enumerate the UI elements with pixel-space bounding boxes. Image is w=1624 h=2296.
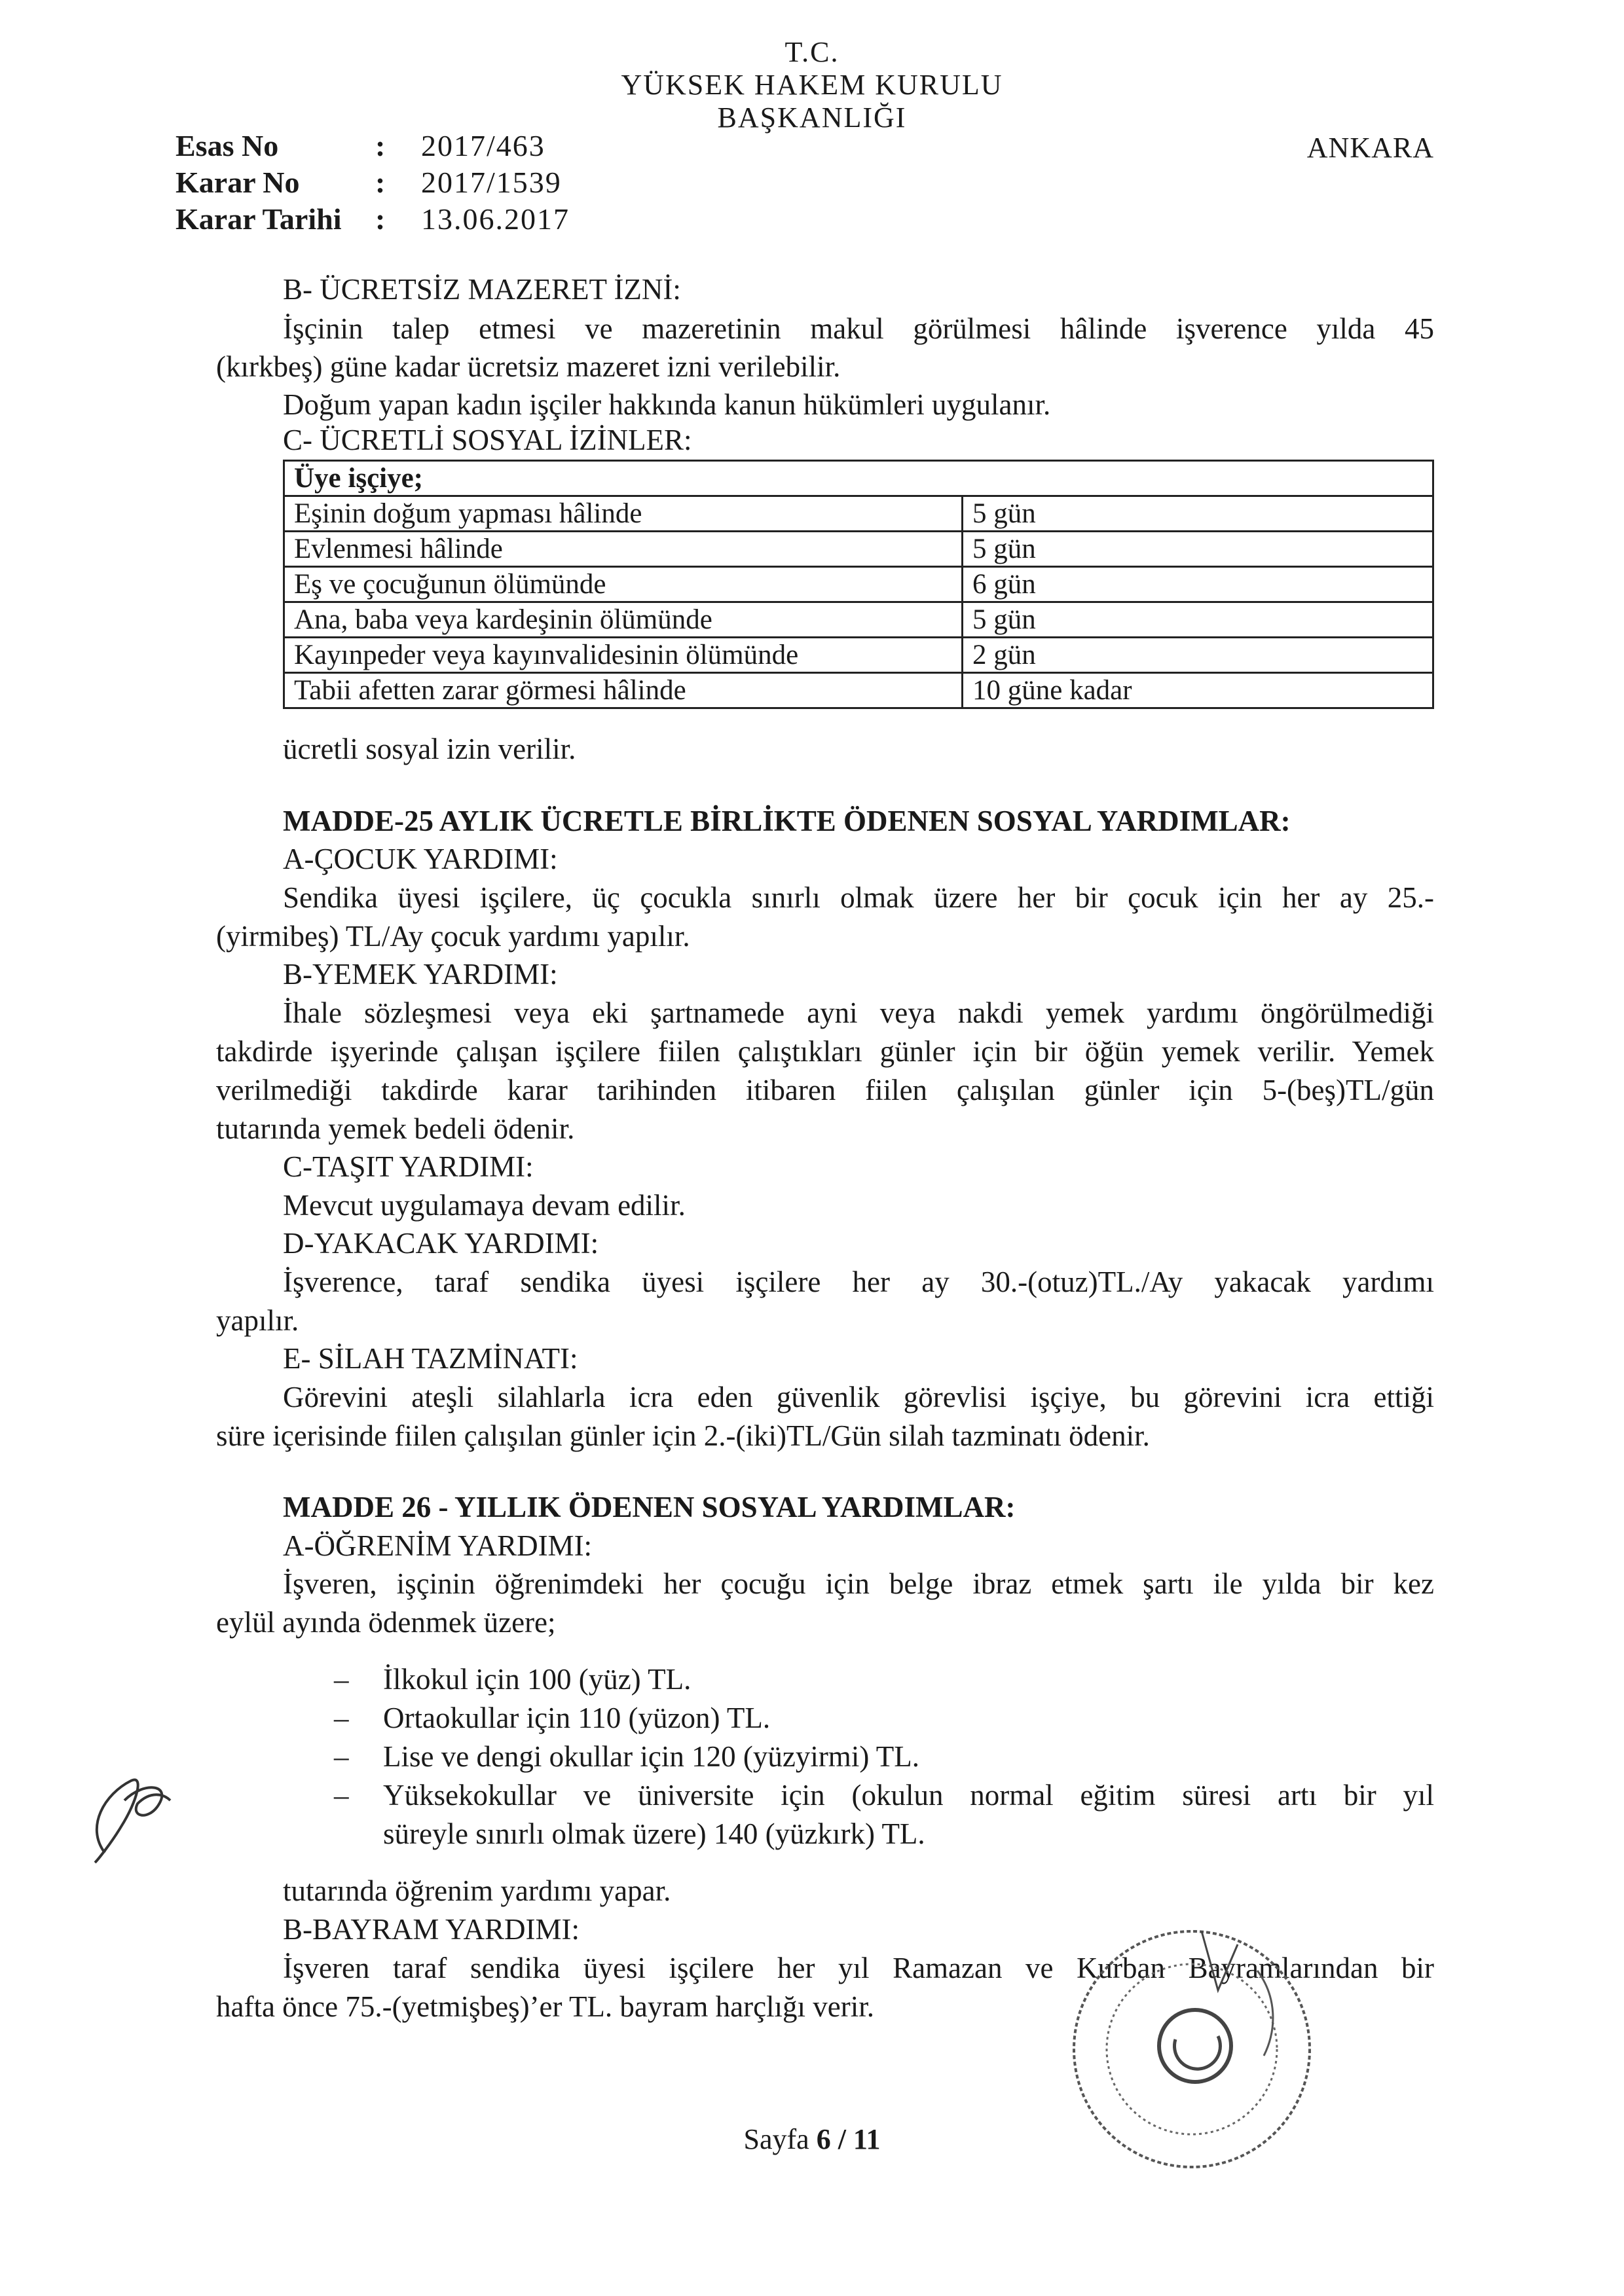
karar-label: Karar No	[175, 166, 300, 199]
paragraph-line: eylül ayında ödenmek üzere;	[216, 1606, 556, 1639]
bullet-item: Yüksekokullar ve üniversite için (okulun normal eğitim süresi artı bir yıl	[383, 1779, 1434, 1812]
subheading-yemek: B-YEMEK YARDIMI:	[283, 958, 558, 991]
bullet-item: İlkokul için 100 (yüz) TL.	[383, 1663, 692, 1696]
leave-days-cell: 5 gün	[963, 496, 1433, 532]
leave-days-cell: 5 gün	[963, 602, 1433, 638]
subheading-bayram: B-BAYRAM YARDIMI:	[283, 1913, 580, 1946]
paragraph-line: (kırkbeş) güne kadar ücretsiz mazeret izni verilebilir.	[216, 350, 841, 383]
colon: :	[375, 202, 386, 236]
tarih-label: Karar Tarihi	[175, 202, 342, 236]
colon: :	[375, 129, 386, 162]
subheading-silah: E- SİLAH TAZMİNATI:	[283, 1342, 578, 1375]
header-tc: T.C.	[784, 36, 840, 68]
bullet-dash: –	[334, 1779, 349, 1812]
bullet-item: Lise ve dengi okullar için 120 (yüzyirmi) TL.	[383, 1740, 919, 1773]
page-number: 6 / 11	[816, 2123, 881, 2155]
leave-days-cell: 5 gün	[963, 532, 1433, 567]
paragraph-line: verilmediği takdirde karar tarihinden itibaren fiilen çalışılan günler için 5-(beş)TL/gün	[216, 1074, 1434, 1106]
handwritten-initial	[59, 1755, 190, 1886]
paragraph-line: Doğum yapan kadın işçiler hakkında kanun hükümleri uygulanır.	[283, 388, 1051, 421]
bullet-dash: –	[334, 1663, 349, 1696]
table-row	[284, 532, 1433, 567]
table-header-row	[284, 461, 1433, 496]
paragraph-line: hafta önce 75.-(yetmişbeş)’er TL. bayram harçlığı verir.	[216, 1990, 875, 2023]
leave-days-cell: 10 güne kadar	[963, 673, 1433, 708]
paragraph-line: İhale sözleşmesi veya eki şartnamede ayni veya nakdi yemek yardımı öngörülmediği	[283, 996, 1434, 1029]
paragraph-line: (yirmibeş) TL/Ay çocuk yardımı yapılır.	[216, 920, 690, 953]
table-row	[284, 638, 1433, 673]
article-25-heading: MADDE-25 AYLIK ÜCRETLE BİRLİKTE ÖDENEN SOSYAL YARDIMLAR:	[283, 805, 1291, 837]
table-row	[284, 602, 1433, 638]
paragraph-line: takdirde işyerinde çalışan işçilere fiilen çalıştıkları günler için bir öğün yemek verilir. Yemek	[216, 1035, 1434, 1068]
paragraph-line: ücretli sosyal izin verilir.	[283, 733, 576, 765]
paragraph-line: tutarında öğrenim yardımı yapar.	[283, 1874, 671, 1907]
table-row	[284, 567, 1433, 602]
leave-days-cell: 6 gün	[963, 567, 1433, 602]
tarih-value: 13.06.2017	[421, 202, 570, 236]
paragraph-line: Görevini ateşli silahlarla icra eden güvenlik görevlisi işçiye, bu görevini icra ettiği	[283, 1381, 1434, 1413]
table-row	[284, 496, 1433, 532]
page-footer	[0, 2123, 1624, 2156]
meta-esas-row	[175, 131, 545, 161]
table-header-cell: Üye işçiye;	[284, 461, 1433, 496]
bullet-dash: –	[334, 1702, 349, 1734]
esas-value: 2017/463	[421, 129, 545, 162]
subheading-ogrenim: A-ÖĞRENİM YARDIMI:	[283, 1529, 593, 1562]
meta-karar-row	[175, 168, 562, 198]
subheading-yakacak: D-YAKACAK YARDIMI:	[283, 1227, 599, 1260]
paragraph-line: süre içerisinde fiilen çalışılan günler için 2.-(iki)TL/Gün silah tazminatı ödenir.	[216, 1419, 1150, 1452]
city-label: ANKARA	[1306, 132, 1434, 164]
header-institution: YÜKSEK HAKEM KURULU	[621, 69, 1003, 101]
bullet-item-continuation: süreyle sınırlı olmak üzere) 140 (yüzkırk) TL.	[383, 1817, 925, 1850]
header-presidency: BAŞKANLIĞI	[717, 101, 907, 134]
bullet-item: Ortaokullar için 110 (yüzon) TL.	[383, 1702, 771, 1734]
paragraph-line: Sendika üyesi işçilere, üç çocukla sınırlı olmak üzere her bir çocuk için her ay 25.-	[283, 881, 1434, 914]
article-26-heading: MADDE 26 - YILLIK ÖDENEN SOSYAL YARDIMLAR:	[283, 1491, 1016, 1523]
leave-reason-cell: Eş ve çocuğunun ölümünde	[284, 567, 963, 602]
meta-tarih-row	[175, 204, 570, 234]
karar-value: 2017/1539	[421, 166, 562, 199]
paragraph-line: İşçinin talep etmesi ve mazeretinin makul görülmesi hâlinde işverence yılda 45	[283, 312, 1434, 345]
bullet-dash: –	[334, 1740, 349, 1773]
leave-reason-cell: Kayınpeder veya kayınvalidesinin ölümünde	[284, 638, 963, 673]
paragraph-line: tutarında yemek bedeli ödenir.	[216, 1112, 575, 1145]
subheading-tasit: C-TAŞIT YARDIMI:	[283, 1150, 534, 1183]
esas-label: Esas No	[175, 129, 279, 162]
leave-table	[283, 460, 1434, 709]
subheading-cocuk: A-ÇOCUK YARDIMI:	[283, 843, 558, 875]
leave-reason-cell: Eşinin doğum yapması hâlinde	[284, 496, 963, 532]
colon: :	[375, 166, 386, 199]
table-row	[284, 673, 1433, 708]
leave-reason-cell: Ana, baba veya kardeşinin ölümünde	[284, 602, 963, 638]
paragraph-line: İşveren taraf sendika üyesi işçilere her yıl Ramazan ve Kurban Bayramlarından bir	[283, 1952, 1434, 1984]
section-heading-ucretli-izin: C- ÜCRETLİ SOSYAL İZİNLER:	[283, 424, 692, 456]
page-prefix: Sayfa	[743, 2123, 817, 2155]
paragraph-line: İşverence, taraf sendika üyesi işçilere her ay 30.-(otuz)TL./Ay yakacak yardımı	[283, 1266, 1434, 1298]
paragraph-line: yapılır.	[216, 1304, 299, 1337]
paragraph-line: İşveren, işçinin öğrenimdeki her çocuğu için belge ibraz etmek şartı ile yılda bir kez	[283, 1567, 1434, 1600]
leave-reason-cell: Evlenmesi hâlinde	[284, 532, 963, 567]
leave-days-cell: 2 gün	[963, 638, 1433, 673]
section-heading-ucretsiz-izin: B- ÜCRETSİZ MAZERET İZNİ:	[283, 273, 681, 306]
paragraph-line: Mevcut uygulamaya devam edilir.	[283, 1189, 686, 1222]
leave-reason-cell: Tabii afetten zarar görmesi hâlinde	[284, 673, 963, 708]
